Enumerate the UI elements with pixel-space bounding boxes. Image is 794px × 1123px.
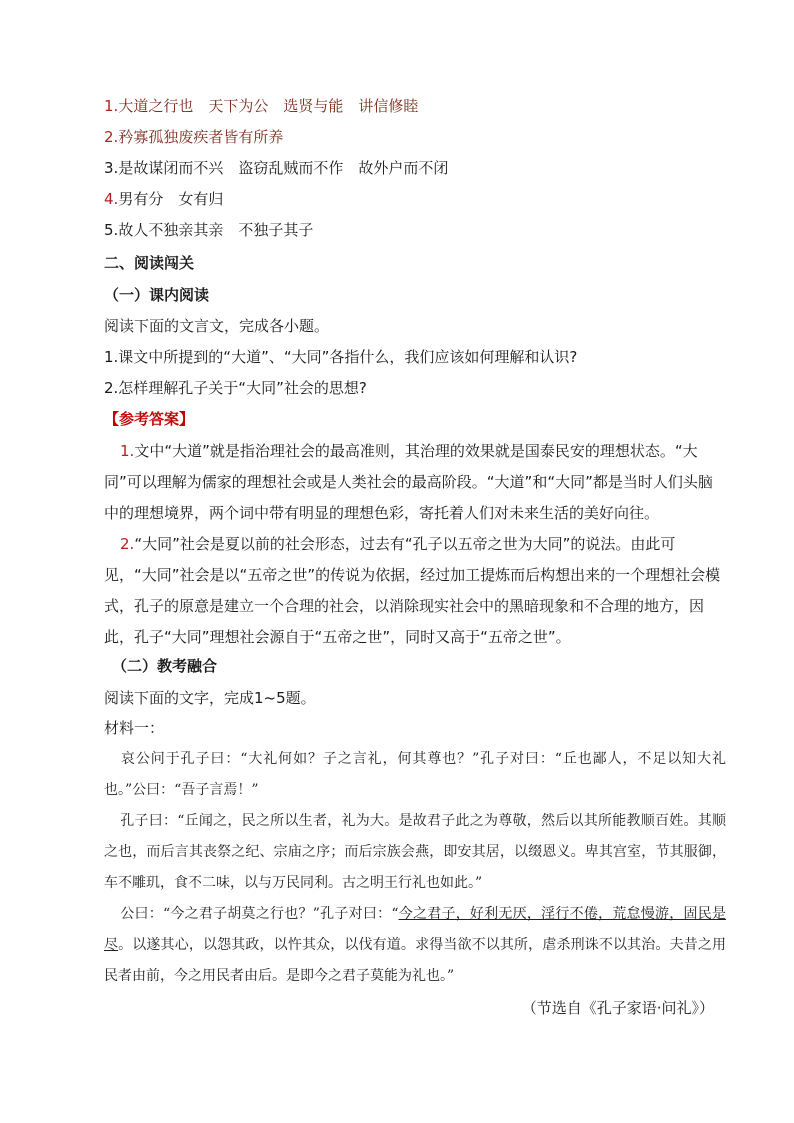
item-text: 故人不独亲其亲 不独子其子 — [118, 221, 314, 239]
item-text: 男有分 女有归 — [118, 190, 224, 208]
paragraph-text: 孔子曰：“丘闻之，民之所以生者，礼为大。是故君子此之为尊敬，然后以其所能教顺百姓。其顺之也，而后言其丧祭之纪、宗庙之序；而后宗族会燕，即安其居，以缀恩义。卑其宫室，节其服御，车不雕玑，食不二味，以与万民同利。古之明王行礼也如此。” — [104, 813, 726, 891]
list-item — [104, 96, 418, 116]
question-2: 2.怎样理解孔子关于“大同”社会的思想? — [104, 379, 367, 397]
list-item — [104, 127, 283, 147]
source-citation: （节选自《孔子家语·问礼》） — [521, 999, 714, 1017]
item-number: 2. — [104, 128, 119, 146]
answer-number: 2. — [120, 535, 135, 553]
item-text: 是故谋闭而不兴 盗窃乱贼而不作 故外户而不闭 — [118, 159, 449, 177]
list-item — [104, 220, 313, 240]
paragraph-text: 哀公问于孔子曰：“大礼何如？子之言礼，何其尊也？”孔子对曰：“丘也鄙人，不足以知大礼也。”公曰：“吾子言焉！” — [104, 751, 726, 798]
answer-1 — [104, 436, 724, 529]
material-paragraph — [104, 806, 726, 899]
answer-label: 【参考答案】 — [104, 410, 195, 428]
instruction: 阅读下面的文言文，完成各小题。 — [104, 317, 330, 335]
item-number: 4. — [104, 190, 119, 208]
answer-text: “大同”社会是夏以前的社会形态，过去有“孔子以五帝之世为大同”的说法。由此可见，“大同”社会是以“五帝之世”的传说为依据，经过加工提炼而后构想出来的一个理想社会模式，孔子的原意是建立一个合理的社会，以消除现实社会中的黑暗现象和不合理的地方，因此，孔子“大同”理想社会源自于“五帝之世”，同时又高于“五帝之世”。 — [104, 535, 721, 646]
question-1: 1.课文中所提到的“大道”、“大同”各指什么，我们应该如何理解和认识? — [104, 348, 578, 366]
answer-text: 文中“大道”就是指治理社会的最高准则，其治理的效果就是国泰民安的理想状态。“大同”可以理解为儒家的理想社会或是人类社会的最高阶段。“大道”和“大同”都是当时人们头脑中的理想境界，两个词中带有明显的理想色彩，寄托着人们对未来生活的美好向往。 — [104, 442, 713, 522]
item-text: 矜寡孤独废疾者皆有所养 — [118, 128, 284, 146]
paragraph-text: 。以遂其心，以怨其政，以忤其众，以伐有道。求得当欲不以其所，虐杀刑诛不以其治。夫昔之用民者由前，今之用民者由后。是即今之君子莫能为礼也。” — [104, 937, 726, 984]
list-item — [104, 158, 448, 178]
item-number: 3. — [104, 159, 119, 177]
underlined-sentence: 今之君子，好利无厌，淫行不倦，荒怠慢游，固民是尽 — [104, 906, 726, 953]
subsection-title: （二）教考融合 — [112, 657, 218, 675]
paragraph-text: 公曰：“今之君子胡莫之行也？”孔子对曰：“ — [120, 906, 399, 922]
answer-2 — [104, 529, 724, 653]
material-paragraph — [104, 899, 726, 992]
material-paragraph — [104, 744, 726, 806]
material-label: 材料一： — [104, 719, 165, 737]
item-number: 1. — [104, 97, 119, 115]
list-item — [104, 189, 223, 209]
answer-number: 1. — [120, 442, 135, 460]
item-text: 大道之行也 天下为公 选贤与能 讲信修睦 — [118, 97, 419, 115]
instruction: 阅读下面的文字，完成1~5题。 — [104, 689, 316, 707]
subsection-title: （一）课内阅读 — [104, 286, 210, 304]
item-number: 5. — [104, 221, 119, 239]
section-title: 二、阅读闯关 — [104, 254, 195, 272]
